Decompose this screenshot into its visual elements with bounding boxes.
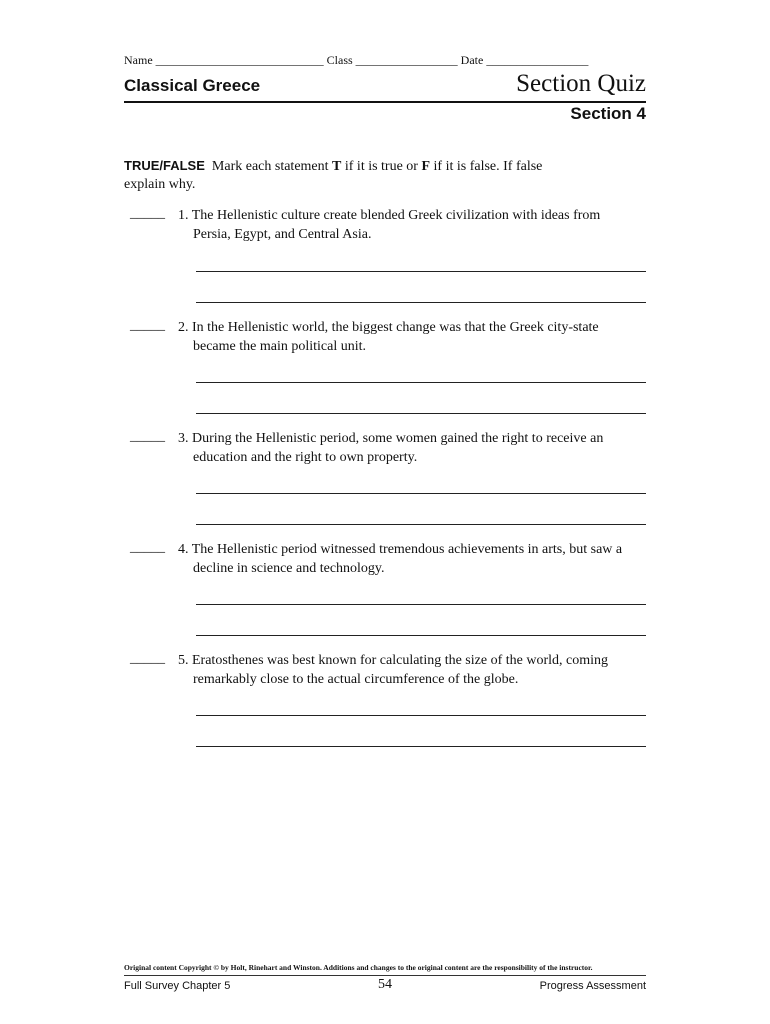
page-title: Classical Greece [124, 76, 261, 95]
explanation-line[interactable] [196, 635, 646, 636]
question-2-line-2: became the main political unit. [193, 339, 366, 354]
explanation-line[interactable] [196, 302, 646, 303]
question-4-line-1: 4. The Hellenistic period witnessed tremendous achievements in arts, but saw a [178, 542, 623, 557]
name-label: Name [124, 53, 153, 67]
question-2 [178, 318, 648, 356]
question-4 [178, 540, 648, 578]
page-number: 54 [378, 977, 392, 992]
class-label: Class [326, 53, 353, 67]
question-2-line-1: 2. In the Hellenistic world, the biggest change was that the Greek city-state [178, 320, 599, 335]
question-1-line-2: Persia, Egypt, and Central Asia. [193, 227, 372, 242]
date-field[interactable]: _________________ [486, 53, 589, 67]
explanation-line[interactable] [196, 493, 646, 494]
answer-blank-3[interactable]: _____ [130, 429, 165, 444]
instruction-text-2: if it is true or [341, 159, 422, 174]
answer-blank-5[interactable]: _____ [130, 651, 165, 666]
explanation-line[interactable] [196, 382, 646, 383]
title-divider [124, 101, 646, 103]
question-5-line-1: 5. Eratosthenes was best known for calculating the size of the world, coming [178, 653, 608, 668]
footer-chapter: Full Survey Chapter 5 [124, 980, 231, 992]
question-1 [178, 206, 648, 244]
footer-assessment: Progress Assessment [539, 980, 646, 992]
section-number: Section 4 [570, 104, 646, 123]
question-5-line-2: remarkably close to the actual circumference of the globe. [193, 672, 519, 687]
explanation-line[interactable] [196, 604, 646, 605]
explanation-line[interactable] [196, 524, 646, 525]
answer-blank-2[interactable]: _____ [130, 318, 165, 333]
question-type: TRUE/FALSE [124, 158, 205, 173]
explanation-line[interactable] [196, 715, 646, 716]
class-field[interactable]: _________________ [355, 53, 458, 67]
instruction-text-3: if it is false. If false explain why. [124, 159, 543, 192]
question-3 [178, 429, 648, 467]
explanation-line[interactable] [196, 271, 646, 272]
question-3-line-1: 3. During the Hellenistic period, some women gained the right to receive an [178, 431, 604, 446]
question-1-line-1: 1. The Hellenistic culture create blended Greek civilization with ideas from [178, 208, 601, 223]
explanation-line[interactable] [196, 746, 646, 747]
date-label: Date [460, 53, 484, 67]
quiz-label: Section Quiz [516, 70, 646, 97]
instruction-text-1: Mark each statement [211, 159, 333, 174]
true-letter: T [332, 159, 342, 174]
instructions [124, 157, 584, 194]
copyright-notice: Original content Copyright © by Holt, Rinehart and Winston. Additions and changes to the original content are the responsibility of the instructor. [124, 963, 593, 972]
question-3-line-2: education and the right to own property. [193, 450, 418, 465]
question-5 [178, 651, 648, 689]
answer-blank-1[interactable]: _____ [130, 206, 165, 221]
question-4-line-2: decline in science and technology. [193, 561, 385, 576]
footer-divider [124, 975, 646, 976]
explanation-line[interactable] [196, 413, 646, 414]
answer-blank-4[interactable]: _____ [130, 540, 165, 555]
false-letter: F [421, 159, 431, 174]
student-info-row [124, 53, 588, 68]
name-field[interactable]: ____________________________ [155, 53, 324, 67]
